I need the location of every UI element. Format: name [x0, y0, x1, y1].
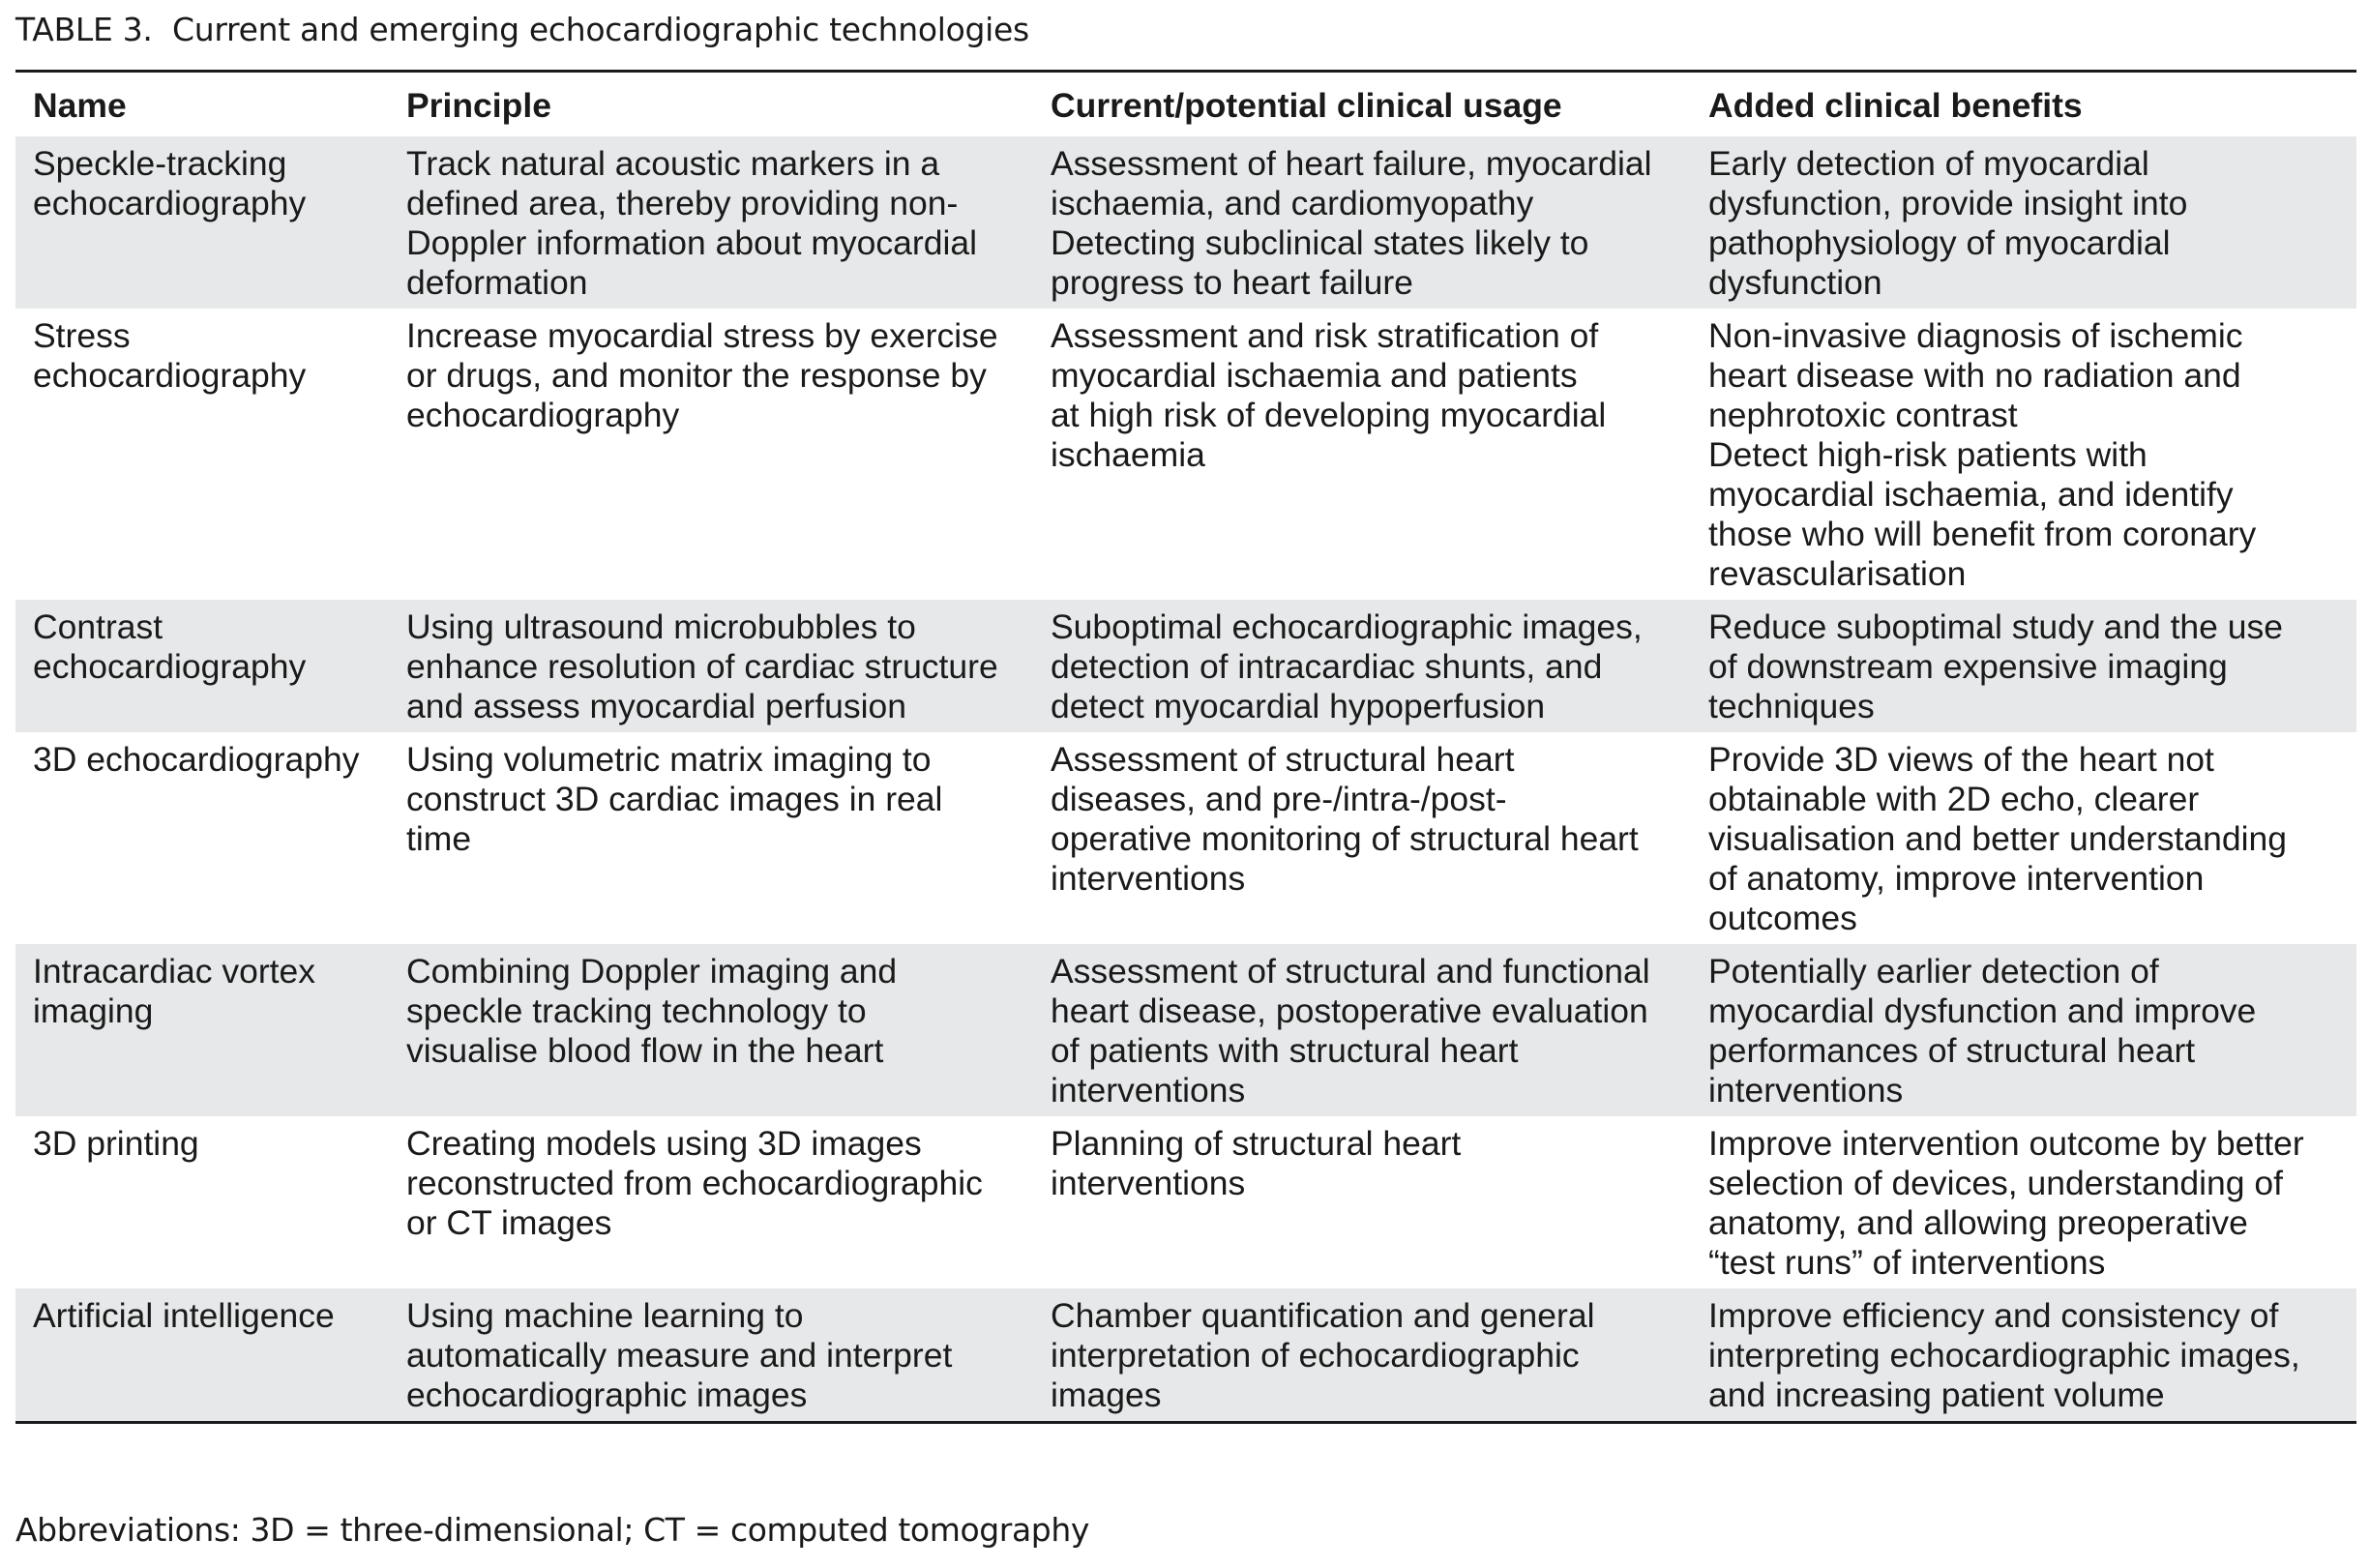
- cell-name: [15, 1288, 389, 1423]
- cell-text-line: interventions: [1708, 1071, 1904, 1109]
- cell-principle: [389, 600, 1033, 732]
- header-row: [15, 72, 2356, 137]
- cell-text-line: interventions: [1051, 1071, 1246, 1109]
- cell-text-line: obtainable with 2D echo, clearer: [1708, 780, 2200, 818]
- abbreviations-footnote: Abbreviations: 3D = three-dimensional; CT = computed tomography: [15, 1511, 1089, 1549]
- cell-name: [15, 136, 389, 309]
- table-row: [15, 600, 2356, 732]
- cell-text-line: Creating models using 3D images: [406, 1124, 922, 1163]
- header-usage: Current/potential clinical usage: [1051, 85, 1562, 125]
- cell-name: [15, 1116, 389, 1288]
- cell-name: [15, 944, 389, 1116]
- header-name: Name: [33, 85, 127, 125]
- cell-text-line: dysfunction: [1708, 263, 1882, 302]
- cell-text-line: techniques: [1708, 687, 1875, 725]
- cell-principle: [389, 1116, 1033, 1288]
- cell-text-line: myocardial ischaemia and patients: [1051, 356, 1578, 395]
- technologies-table: [15, 70, 2356, 1424]
- cell-text-line: or CT images: [406, 1203, 612, 1242]
- cell-text-line: Suboptimal echocardiographic images,: [1051, 607, 1643, 646]
- cell-text-line: detection of intracardiac shunts, and: [1051, 647, 1603, 686]
- cell-text-line: detect myocardial hypoperfusion: [1051, 687, 1546, 725]
- cell-principle: [389, 136, 1033, 309]
- cell-text-line: performances of structural heart: [1708, 1031, 2196, 1070]
- cell-principle: [389, 1288, 1033, 1423]
- cell-benefits: [1691, 309, 2356, 600]
- cell-text-line: enhance resolution of cardiac structure: [406, 647, 998, 686]
- cell-text-line: echocardiography: [33, 184, 307, 222]
- cell-text-line: 3D printing: [33, 1124, 199, 1163]
- cell-text-line: Improve efficiency and consistency of: [1708, 1296, 2279, 1335]
- cell-text-line: Assessment of structural and functional: [1051, 952, 1650, 991]
- cell-text-line: construct 3D cardiac images in real: [406, 780, 943, 818]
- cell-text-line: Stress: [33, 316, 131, 355]
- cell-usage: [1033, 732, 1691, 944]
- cell-name: [15, 309, 389, 600]
- cell-text-line: ischaemia, and cardiomyopathy: [1051, 184, 1534, 222]
- table-header: [15, 72, 2356, 137]
- cell-text-line: and assess myocardial perfusion: [406, 687, 906, 725]
- cell-text-line: Intracardiac vortex: [33, 952, 316, 991]
- table-row: [15, 944, 2356, 1116]
- cell-usage: [1033, 944, 1691, 1116]
- cell-text-line: myocardial ischaemia, and identify: [1708, 475, 2234, 514]
- table-row: [15, 136, 2356, 309]
- cell-text-line: of downstream expensive imaging: [1708, 647, 2228, 686]
- cell-text-line: Detect high-risk patients with: [1708, 435, 2148, 474]
- cell-text-line: visualisation and better understanding: [1708, 819, 2287, 858]
- cell-text-line: interpretation of echocardiographic: [1051, 1336, 1580, 1375]
- cell-text-line: reconstructed from echocardiographic: [406, 1164, 983, 1202]
- cell-text-line: Using volumetric matrix imaging to: [406, 740, 932, 779]
- cell-text-line: of patients with structural heart: [1051, 1031, 1519, 1070]
- cell-usage: [1033, 600, 1691, 732]
- cell-text-line: ischaemia: [1051, 435, 1205, 474]
- table-row: [15, 1288, 2356, 1423]
- cell-text-line: Assessment of heart failure, myocardial: [1051, 144, 1652, 183]
- cell-text-line: Reduce suboptimal study and the use: [1708, 607, 2284, 646]
- cell-text-line: Increase myocardial stress by exercise: [406, 316, 998, 355]
- cell-text-line: operative monitoring of structural heart: [1051, 819, 1639, 858]
- cell-text-line: deformation: [406, 263, 588, 302]
- cell-text-line: time: [406, 819, 472, 858]
- cell-text-line: dysfunction, provide insight into: [1708, 184, 2188, 222]
- cell-text-line: nephrotoxic contrast: [1708, 396, 2018, 434]
- cell-text-line: Provide 3D views of the heart not: [1708, 740, 2214, 779]
- cell-text-line: Using machine learning to: [406, 1296, 804, 1335]
- cell-text-line: images: [1051, 1376, 1162, 1414]
- cell-text-line: revascularisation: [1708, 554, 1967, 593]
- cell-usage: [1033, 136, 1691, 309]
- cell-name: [15, 600, 389, 732]
- cell-benefits: [1691, 1288, 2356, 1423]
- cell-text-line: pathophysiology of myocardial: [1708, 223, 2171, 262]
- cell-text-line: automatically measure and interpret: [406, 1336, 953, 1375]
- cell-benefits: [1691, 944, 2356, 1116]
- cell-name: [15, 732, 389, 944]
- cell-text-line: Speckle-tracking: [33, 144, 287, 183]
- cell-text-line: outcomes: [1708, 899, 1857, 937]
- cell-text-line: heart disease with no radiation and: [1708, 356, 2241, 395]
- table-caption: [15, 6, 1029, 54]
- cell-text-line: diseases, and pre-/intra-/post-: [1051, 780, 1507, 818]
- cell-text-line: heart disease, postoperative evaluation: [1051, 991, 1648, 1030]
- cell-benefits: [1691, 600, 2356, 732]
- cell-text-line: or drugs, and monitor the response by: [406, 356, 987, 395]
- cell-text-line: Potentially earlier detection of: [1708, 952, 2159, 991]
- cell-text-line: imaging: [33, 991, 154, 1030]
- cell-text-line: Using ultrasound microbubbles to: [406, 607, 916, 646]
- cell-text-line: Artificial intelligence: [33, 1296, 335, 1335]
- cell-text-line: speckle tracking technology to: [406, 991, 867, 1030]
- cell-text-line: Detecting subclinical states likely to: [1051, 223, 1589, 262]
- cell-usage: [1033, 309, 1691, 600]
- table-caption-label: TABLE 3.: [15, 11, 153, 48]
- cell-text-line: those who will benefit from coronary: [1708, 515, 2257, 553]
- cell-text-line: at high risk of developing myocardial: [1051, 396, 1607, 434]
- cell-text-line: of anatomy, improve intervention: [1708, 859, 2205, 898]
- cell-benefits: [1691, 1116, 2356, 1288]
- cell-text-line: visualise blood flow in the heart: [406, 1031, 884, 1070]
- cell-text-line: Chamber quantification and general: [1051, 1296, 1595, 1335]
- cell-text-line: echocardiography: [33, 647, 307, 686]
- table-caption-title: Current and emerging echocardiographic technologies: [172, 11, 1029, 48]
- cell-text-line: Non-invasive diagnosis of ischemic: [1708, 316, 2243, 355]
- header-principle: Principle: [406, 85, 551, 125]
- cell-text-line: echocardiographic images: [406, 1376, 808, 1414]
- cell-text-line: myocardial dysfunction and improve: [1708, 991, 2257, 1030]
- table-row: [15, 1116, 2356, 1288]
- cell-text-line: anatomy, and allowing preoperative: [1708, 1203, 2248, 1242]
- header-benefits: Added clinical benefits: [1708, 85, 2083, 125]
- cell-text-line: and increasing patient volume: [1708, 1376, 2165, 1414]
- cell-text-line: progress to heart failure: [1051, 263, 1413, 302]
- table-row: [15, 309, 2356, 600]
- cell-text-line: interventions: [1051, 859, 1246, 898]
- table-body: [15, 136, 2356, 1423]
- cell-usage: [1033, 1116, 1691, 1288]
- cell-text-line: Contrast: [33, 607, 163, 646]
- cell-principle: [389, 944, 1033, 1116]
- cell-text-line: Assessment of structural heart: [1051, 740, 1515, 779]
- cell-text-line: echocardiography: [406, 396, 680, 434]
- cell-text-line: interpreting echocardiographic images,: [1708, 1336, 2300, 1375]
- cell-benefits: [1691, 732, 2356, 944]
- cell-text-line: defined area, thereby providing non-: [406, 184, 959, 222]
- cell-text-line: echocardiography: [33, 356, 307, 395]
- cell-usage: [1033, 1288, 1691, 1423]
- cell-principle: [389, 732, 1033, 944]
- cell-text-line: Combining Doppler imaging and: [406, 952, 898, 991]
- cell-principle: [389, 309, 1033, 600]
- cell-text-line: selection of devices, understanding of: [1708, 1164, 2284, 1202]
- cell-text-line: 3D echocardiography: [33, 740, 360, 779]
- cell-text-line: Doppler information about myocardial: [406, 223, 977, 262]
- cell-text-line: Improve intervention outcome by better: [1708, 1124, 2304, 1163]
- cell-text-line: Track natural acoustic markers in a: [406, 144, 940, 183]
- cell-text-line: Assessment and risk stratification of: [1051, 316, 1599, 355]
- cell-text-line: “test runs” of interventions: [1708, 1243, 2106, 1282]
- table-row: [15, 732, 2356, 944]
- cell-text-line: Early detection of myocardial: [1708, 144, 2149, 183]
- cell-text-line: interventions: [1051, 1164, 1246, 1202]
- cell-benefits: [1691, 136, 2356, 309]
- cell-text-line: Planning of structural heart: [1051, 1124, 1462, 1163]
